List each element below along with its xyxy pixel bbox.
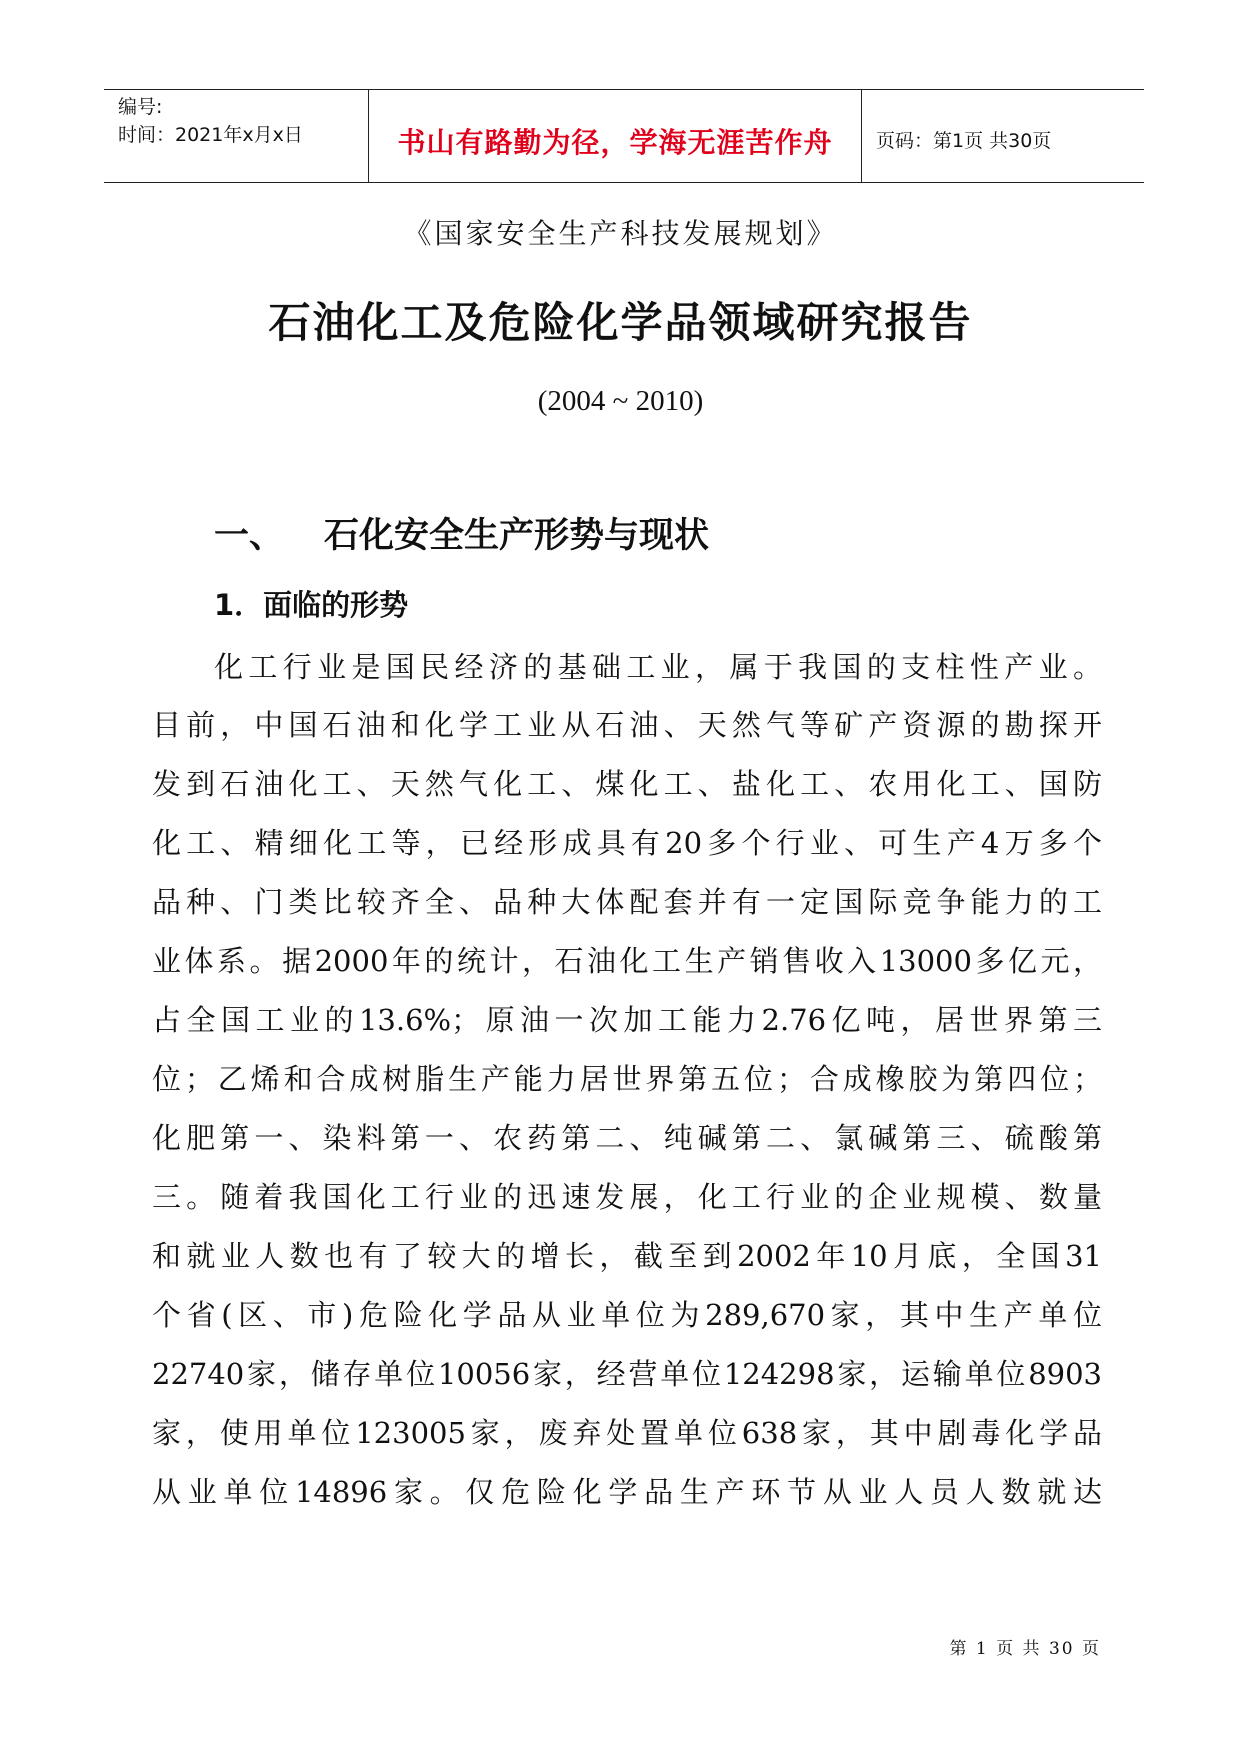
page-footer: 第 1 页 共 30 页 [949, 1639, 1101, 1659]
document-number-label: 编号: [118, 96, 163, 118]
body-line: 位；乙烯和合成树脂生产能力居世界第五位；合成橡胶为第四位； [152, 1062, 1102, 1096]
document-time-label: 时间：2021年x月x日 [118, 124, 303, 146]
document-subtitle: 《国家安全生产科技发展规划》 [403, 217, 838, 250]
header-page-code: 页码：第1页 共30页 [876, 130, 1052, 152]
body-line: 品种、门类比较齐全、品种大体配套并有一定国际竞争能力的工 [152, 885, 1102, 919]
header-page-cell [862, 90, 1144, 182]
body-line: 家，使用单位123005家，废弃处置单位638家，其中剧毒化学品 [152, 1416, 1102, 1450]
header-motto: 书山有路勤为径，学海无涯苦作舟 [397, 126, 833, 159]
section-heading [214, 508, 709, 558]
body-line: 化工行业是国民经济的基础工业，属于我国的支柱性产业。 [214, 650, 1102, 684]
body-line: 业体系。据2000年的统计，石油化工生产销售收入13000多亿元， [152, 944, 1102, 978]
document-title: 石油化工及危险化学品领域研究报告 [268, 298, 973, 347]
body-line: 个省(区、市)危险化学品从业单位为289,670家，其中生产单位 [152, 1298, 1102, 1332]
body-line: 和就业人数也有了较大的增长，截至到2002年10月底，全国31 [152, 1239, 1102, 1273]
document-years: (2004 ~ 2010) [537, 385, 704, 417]
body-line: 从业单位14896家。仅危险化学品生产环节从业人员人数就达 [152, 1475, 1102, 1509]
body-line: 三。随着我国化工行业的迅速发展，化工行业的企业规模、数量 [152, 1180, 1102, 1214]
header-motto-cell [369, 90, 862, 182]
header-table [104, 89, 1144, 183]
body-line: 22740家，储存单位10056家，经营单位124298家，运输单位8903 [152, 1357, 1102, 1391]
body-line: 目前，中国石油和化学工业从石油、天然气等矿产资源的勘探开 [152, 708, 1102, 742]
body-line: 化工、精细化工等，已经形成具有20多个行业、可生产4万多个 [152, 826, 1102, 860]
subsection-heading: 1．面临的形势 [214, 588, 409, 622]
section-title: 石化安全生产形势与现状 [324, 516, 710, 556]
header-meta-cell [104, 90, 369, 182]
section-number: 一、 [214, 516, 285, 556]
body-line: 发到石油化工、天然气化工、煤化工、盐化工、农用化工、国防 [152, 767, 1102, 801]
body-line: 化肥第一、染料第一、农药第二、纯碱第二、氯碱第三、硫酸第 [152, 1121, 1102, 1155]
body-line: 占全国工业的13.6%；原油一次加工能力2.76亿吨，居世界第三 [152, 1003, 1102, 1037]
